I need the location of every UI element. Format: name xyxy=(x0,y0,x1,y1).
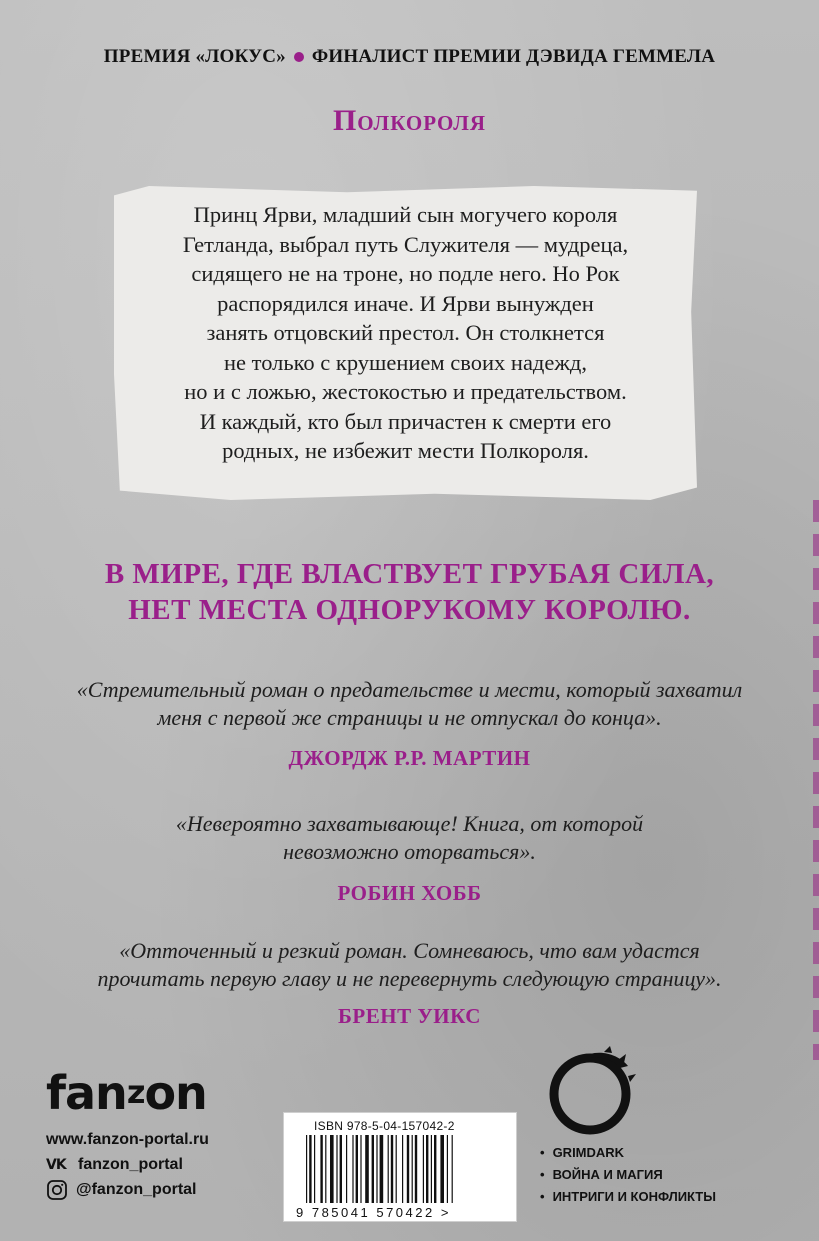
barcode-bar xyxy=(314,1135,315,1203)
barcode-bar xyxy=(388,1135,389,1203)
quote-line: меня с первой же страницы и не отпускал до конца». xyxy=(157,705,662,730)
barcode-bar xyxy=(396,1135,397,1203)
genre-tags xyxy=(540,1142,716,1208)
genre-tag: • ВОЙНА И МАГИЯ xyxy=(540,1164,716,1186)
instagram-handle: @fanzon_portal xyxy=(76,1181,197,1198)
barcode-bar xyxy=(320,1135,322,1203)
publisher-website[interactable]: www.fanzon-portal.ru xyxy=(46,1131,209,1148)
quote-line: «Отточенный и резкий роман. Сомневаюсь, что вам удастся xyxy=(119,938,700,963)
vk-link[interactable] xyxy=(46,1156,183,1174)
barcode-bar xyxy=(325,1135,326,1203)
awards-line xyxy=(0,46,819,68)
barcode-bar xyxy=(356,1135,358,1203)
award-gemmell: ФИНАЛИСТ ПРЕМИИ ДЭВИДА ГЕММЕЛА xyxy=(311,46,716,67)
barcode-bar xyxy=(306,1135,307,1203)
synopsis-line: родных, не избежит мести Полкороля. xyxy=(222,438,589,463)
quote-line: невозможно оторваться». xyxy=(283,839,536,864)
barcode-bar xyxy=(336,1135,337,1203)
fanzon-logo xyxy=(46,1066,207,1120)
synopsis-line: занять отцовский престол. Он столкнется xyxy=(206,320,605,345)
instagram-link[interactable] xyxy=(46,1179,197,1201)
quote-hobb xyxy=(20,810,799,866)
barcode-area xyxy=(283,1112,517,1222)
barcode-bar xyxy=(434,1135,436,1203)
barcode-bar xyxy=(447,1135,448,1203)
quote-line: «Невероятно захватывающе! Книга, от которой xyxy=(175,811,644,836)
barcode-bars xyxy=(306,1135,496,1205)
tagline xyxy=(0,556,819,628)
synopsis-line: И каждый, кто был причастен к смерти его xyxy=(199,408,612,434)
barcode-bar xyxy=(365,1135,369,1203)
synopsis-line: не только с крушением своих надежд, xyxy=(224,349,587,375)
quote-author-weeks: БРЕНТ УИКС xyxy=(338,1004,481,1028)
quote-martin xyxy=(20,676,799,732)
barcode-bar xyxy=(372,1135,374,1203)
book-title: Полкороля xyxy=(332,104,487,137)
instagram-icon xyxy=(46,1179,68,1201)
synopsis-text xyxy=(114,200,697,466)
genre-tag: • ИНТРИГИ И КОНФЛИКТЫ xyxy=(540,1186,716,1208)
logo-part: z xyxy=(126,1073,145,1111)
synopsis-line: но и с ложью, жестокостью и предательством. xyxy=(184,379,627,404)
quote-weeks xyxy=(20,937,799,993)
quote-author-martin: ДЖОРДЖ Р.Р. МАРТИН xyxy=(288,746,531,770)
logo-part: fan xyxy=(46,1066,127,1120)
ouroboros-icon xyxy=(544,1046,636,1138)
barcode-bar xyxy=(330,1135,334,1203)
quote-line: «Стремительный роман о предательстве и мести, который захватил xyxy=(76,677,743,702)
synopsis-line: распорядился иначе. И Ярви вынужден xyxy=(217,290,594,316)
barcode-bar xyxy=(412,1135,413,1203)
barcode-bar xyxy=(309,1135,311,1203)
barcode-bar xyxy=(360,1135,361,1203)
barcode-bar xyxy=(440,1135,444,1203)
synopsis-line: Гетланда, выбрал путь Служителя — мудреца, xyxy=(182,231,629,257)
barcode-bar xyxy=(415,1135,417,1203)
award-locus: ПРЕМИЯ «ЛОКУС» xyxy=(103,46,286,67)
genre-tag: • GRIMDARK xyxy=(540,1142,716,1164)
spine-edge-decoration xyxy=(813,500,819,1060)
barcode-bar xyxy=(431,1135,432,1203)
isbn-label: ISBN 978-5-04-157042-2 xyxy=(314,1119,455,1133)
barcode-bar xyxy=(340,1135,342,1203)
barcode-bar xyxy=(407,1135,409,1203)
synopsis-line: Принц Ярви, младший сын могучего короля xyxy=(193,202,618,227)
barcode-bar xyxy=(452,1135,453,1203)
synopsis-line: сидящего не на троне, но подле него. Но Рок xyxy=(191,261,620,286)
barcode-bar xyxy=(391,1135,393,1203)
quote-author-hobb: РОБИН ХОББ xyxy=(337,881,482,905)
quote-line: прочитать первую главу и не перевернуть следующую страницу». xyxy=(97,966,722,991)
barcode-bar xyxy=(426,1135,428,1203)
barcode-bar xyxy=(423,1135,424,1203)
logo-part: on xyxy=(144,1066,207,1120)
tagline-line: НЕТ МЕСТА ОДНОРУКОМУ КОРОЛЮ. xyxy=(128,594,691,626)
vk-handle: fanzon_portal xyxy=(78,1156,183,1173)
barcode-bar xyxy=(346,1135,347,1203)
vk-icon: VK xyxy=(46,1157,66,1173)
barcode-bar xyxy=(402,1135,403,1203)
barcode-digits: 9 785041 570422 > xyxy=(296,1205,451,1220)
separator-dot xyxy=(294,52,304,62)
barcode-bar xyxy=(376,1135,377,1203)
barcode-bar xyxy=(380,1135,384,1203)
tagline-line: В МИРЕ, ГДЕ ВЛАСТВУЕТ ГРУБАЯ СИЛА, xyxy=(104,558,715,590)
barcode-bar xyxy=(352,1135,353,1203)
